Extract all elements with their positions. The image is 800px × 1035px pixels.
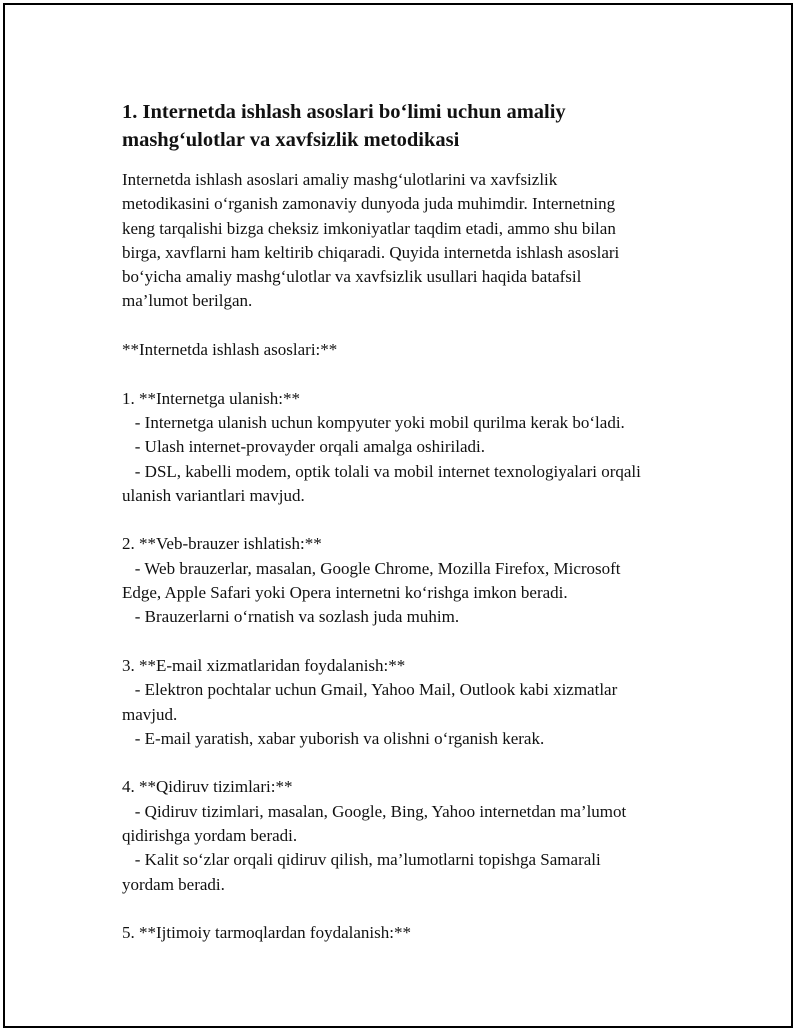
text-line: 5. **Ijtimoiy tarmoqlardan foydalanish:**	[122, 923, 411, 943]
document-title	[122, 98, 692, 154]
title-line: 1. Internetda ishlash asoslari bo‘limi uchun amaliy	[122, 101, 566, 123]
text-line: keng tarqalishi bizga cheksiz imkoniyatlar taqdim etadi, ammo shu bilan	[122, 218, 616, 238]
text-line: qidirishga yordam beradi.	[122, 826, 298, 846]
text-line: - Elektron pochtalar uchun Gmail, Yahoo Mail, Outlook kabi xizmatlar	[122, 680, 618, 700]
document-text	[122, 168, 692, 946]
text-line: mavjud.	[122, 704, 178, 724]
text-line	[122, 314, 692, 338]
text-line: - Internetga ulanish uchun kompyuter yoki mobil qurilma kerak bo‘ladi.	[122, 412, 625, 432]
document-body	[122, 98, 692, 946]
text-line: Edge, Apple Safari yoki Opera internetni ko‘rishga imkon beradi.	[122, 583, 568, 603]
text-line: - E-mail yaratish, xabar yuborish va olishni o‘rganish kerak.	[122, 728, 545, 748]
text-line: 1. **Internetga ulanish:**	[122, 388, 300, 408]
title-line: mashg‘ulotlar va xavfsizlik metodikasi	[122, 129, 460, 151]
text-line	[122, 508, 692, 532]
text-line: 3. **E-mail xizmatlaridan foydalanish:**	[122, 655, 406, 675]
text-line: - Web brauzerlar, masalan, Google Chrome, Mozilla Firefox, Microsoft	[122, 558, 621, 578]
text-line: - Brauzerlarni o‘rnatish va sozlash juda muhim.	[122, 607, 460, 627]
text-line: - DSL, kabelli modem, optik tolali va mobil internet texnologiyalari orqali	[122, 461, 641, 481]
text-line: - Kalit so‘zlar orqali qidiruv qilish, ma’lumotlarni topishga Samarali	[122, 850, 601, 870]
text-line: - Ulash internet-provayder orqali amalga oshiriladi.	[122, 437, 486, 457]
text-line	[122, 362, 692, 386]
text-line	[122, 751, 692, 775]
text-line: birga, xavflarni ham keltirib chiqaradi. Quyida internetda ishlash asoslari	[122, 242, 620, 262]
text-line: 4. **Qidiruv tizimlari:**	[122, 777, 293, 797]
text-line	[122, 897, 692, 921]
text-line: bo‘yicha amaliy mashg‘ulotlar va xavfsizlik usullari haqida batafsil	[122, 267, 582, 287]
text-line: Internetda ishlash asoslari amaliy mashg‘ulotlarini va xavfsizlik	[122, 170, 558, 189]
text-line: ma’lumot berilgan.	[122, 291, 253, 311]
text-line: metodikasini o‘rganish zamonaviy dunyoda juda muhimdir. Internetning	[122, 194, 616, 214]
page-frame	[3, 3, 793, 1028]
text-line: ulanish variantlari mavjud.	[122, 485, 305, 505]
text-line	[122, 630, 692, 654]
text-line: **Internetda ishlash asoslari:**	[122, 340, 338, 360]
text-line: yordam beradi.	[122, 874, 225, 894]
text-line: 2. **Veb-brauzer ishlatish:**	[122, 534, 322, 554]
text-line: - Qidiruv tizimlari, masalan, Google, Bing, Yahoo internetdan ma’lumot	[122, 801, 627, 821]
